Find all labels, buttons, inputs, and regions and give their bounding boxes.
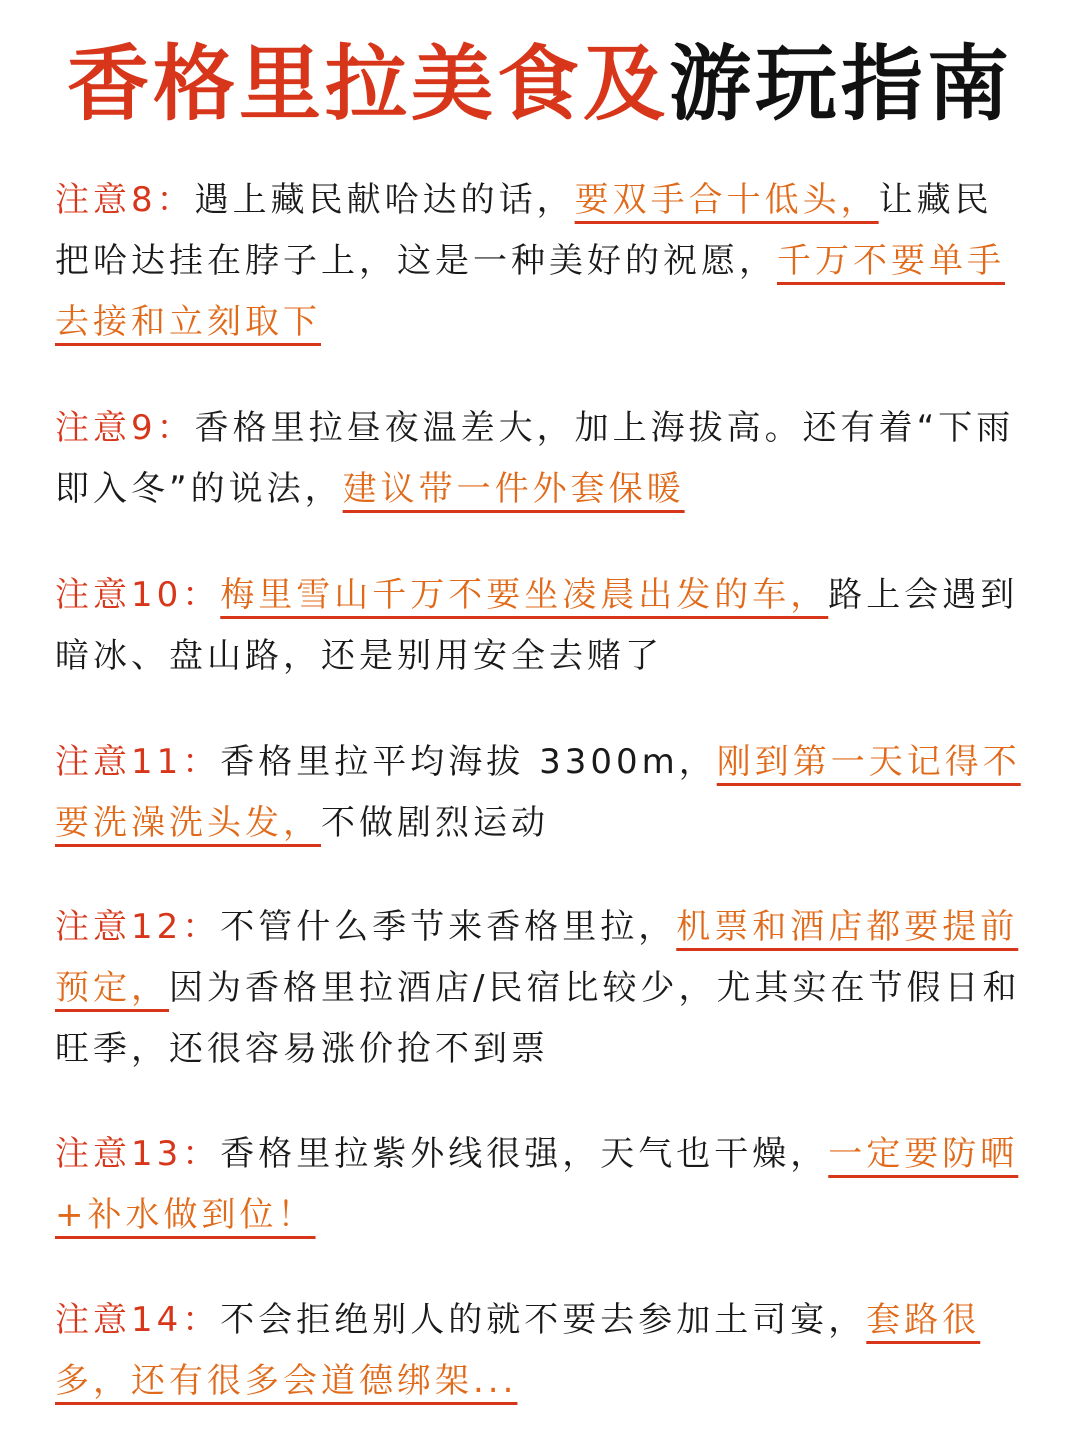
note-8 [55,170,1030,353]
page-title-black: 游玩指南 [669,37,1014,132]
note-highlight: 梅里雪山千万不要坐凌晨出发的车， [220,575,829,615]
note-text: 香格里拉紫外线很强，天气也干燥， [220,1134,829,1174]
note-label: 注意13： [55,1134,221,1174]
page-title-red: 香格里拉美食及 [66,37,669,132]
note-label: 注意11： [55,742,221,782]
note-label: 注意12： [55,907,221,947]
note-highlight: 建议带一件外套保暖 [342,469,685,509]
note-text: 让藏民把哈达挂在脖子上，这是一种美好的祝愿， [55,180,993,281]
note-text: 路上会遇到暗冰、盘山路，还是别用安全去赌了 [55,575,1019,676]
note-13 [55,1124,1030,1246]
note-text: 遇上藏民献哈达的话， [194,180,575,220]
note-label: 注意9： [55,408,195,448]
note-highlight: 套路很多，还有很多会道德绑架... [55,1300,981,1401]
note-label: 注意10： [55,575,221,615]
note-highlight: 要双手合十低头， [574,180,879,220]
note-text: 因为香格里拉酒店/民宿比较少，尤其实在节假日和旺季，还很容易涨价抢不到票 [55,968,1021,1069]
note-text: 香格里拉平均海拔 3300m， [220,742,717,782]
note-11 [55,732,1030,854]
note-label: 注意14： [55,1300,221,1340]
note-text: 不管什么季节来香格里拉， [220,907,677,947]
note-highlight: 千万不要单手去接和立刻取下 [55,241,1005,342]
page-title [0,30,1080,140]
note-label: 注意8： [55,180,195,220]
note-14 [55,1290,1030,1412]
note-text: 不做剧烈运动 [321,803,549,843]
note-9 [55,398,1030,520]
note-highlight: 机票和酒店都要提前预定， [55,907,1019,1008]
note-text: 香格里拉昼夜温差大，加上海拔高。还有着“下雨即入冬”的说法， [55,408,1015,509]
note-highlight: 刚到第一天记得不要洗澡洗头发， [55,742,1021,843]
note-10 [55,565,1030,687]
note-highlight: 一定要防晒+补水做到位！ [55,1134,1019,1235]
note-text: 不会拒绝别人的就不要去参加土司宴， [220,1300,867,1340]
note-12 [55,897,1030,1080]
